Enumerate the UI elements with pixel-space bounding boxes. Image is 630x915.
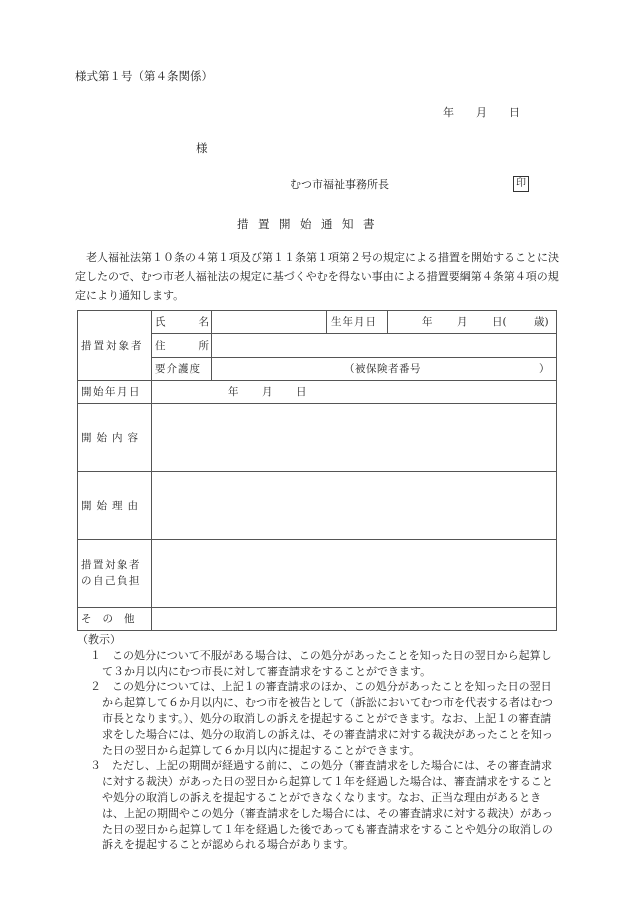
address-field[interactable] [212, 334, 555, 356]
name-field[interactable] [212, 311, 325, 333]
notice-item [80, 758, 560, 853]
start-year-label: 年 [228, 386, 239, 398]
birth-year-label: 年 [422, 316, 433, 328]
date-year-label: 年 [443, 106, 454, 119]
notice-item-number: ２ [90, 680, 101, 694]
birth-month-label: 月 [457, 316, 468, 328]
age-label: 歳) [534, 316, 549, 328]
burden-label-line-1: 措置対象者 [81, 559, 141, 571]
reason-label: 開始理由 [81, 499, 143, 512]
insured-number-close: ） [539, 363, 550, 375]
burden-field[interactable] [152, 540, 555, 607]
seal-mark: 印 [513, 176, 529, 192]
burden-label-line-2: の自己負担 [81, 575, 141, 587]
start-month-label: 月 [262, 386, 273, 398]
burden-label [81, 539, 141, 607]
date-month-label: 月 [476, 106, 487, 119]
body-paragraph-block [75, 248, 560, 305]
address-label-2: 所 [198, 339, 209, 352]
content-label: 開始内容 [81, 431, 143, 444]
issuer-name: むつ市福祉事務所長 [290, 178, 389, 191]
body-paragraph: 老人福祉法第１０条の４第１項及び第１１条第１項第２号の規定による措置を開始することに決定したので、むつ市老人福祉法の規定に基づくやむを得ない事由による措置要綱第４条第４項の規定により通知します。 [75, 251, 559, 302]
document-title: 措置開始通知書 [237, 217, 384, 231]
birth-day-label: 日( [492, 316, 507, 328]
notice-item [80, 648, 560, 680]
content-field[interactable] [152, 404, 555, 471]
subject-label: 措置対象者 [81, 339, 144, 352]
insured-number-label: （被保険者番号 [344, 363, 421, 375]
notice-item-number: ３ [90, 759, 101, 773]
other-label: その他 [81, 613, 146, 625]
appeal-notice [77, 632, 560, 853]
notice-item-text: この処分について不服がある場合は、この処分があったことを知った日の翌日から起算して３か月以内にむつ市長に対して審査請求をすることができます。 [102, 648, 552, 678]
care-level-label: 要介護度 [155, 363, 201, 375]
notice-item-text: この処分については、上記１の審査請求のほか、この処分があったことを知った日の翌日から起算して６か月以内に、むつ市を被告として（訴訟においてむつ市を代表する者はむつ市長となります。）、処分の取消しの訴えを提起することができます。なお、上記１の審査請求をした場合には、処分の取消しの訴えは、その審査請求に対する裁決があったことを知った日の翌日から起算して６か月以内に提起することができます。 [102, 680, 553, 757]
birth-label: 生年月日 [331, 316, 377, 328]
reason-field[interactable] [152, 472, 555, 539]
address-label [155, 333, 209, 357]
addressee-suffix: 様 [196, 141, 208, 155]
notice-item [80, 679, 560, 758]
form-number: 様式第１号（第４条関係） [75, 69, 213, 83]
name-label [155, 310, 209, 333]
address-label-1: 住 [155, 339, 166, 352]
issue-date [443, 104, 542, 120]
notice-item-number: １ [90, 648, 101, 662]
notice-item-text: ただし、上記の期間が経過する前に、この処分（審査請求をした場合には、その審査請求に対する裁決）があった日の翌日から起算して１年を経過した場合は、審査請求をすることや処分の取消しの訴えを提起することができなくなります。なお、正当な理由があるときは、上記の期間やこの処分（審査請求をした場合には、その審査請求に対する裁決）があった日の翌日から起算して１年を経過した後であっても審査請求をすることや処分の取消しの訴えを提起することが認められる場合があります。 [102, 759, 553, 852]
measure-table [77, 310, 556, 630]
name-label-2: 名 [198, 316, 209, 328]
name-label-1: 氏 [155, 316, 166, 328]
other-field[interactable] [152, 608, 555, 630]
date-day-label: 日 [509, 106, 520, 119]
start-date-label: 開始年月日 [81, 386, 141, 398]
notice-heading: （教示） [77, 633, 121, 646]
start-day-label: 日 [296, 386, 307, 398]
